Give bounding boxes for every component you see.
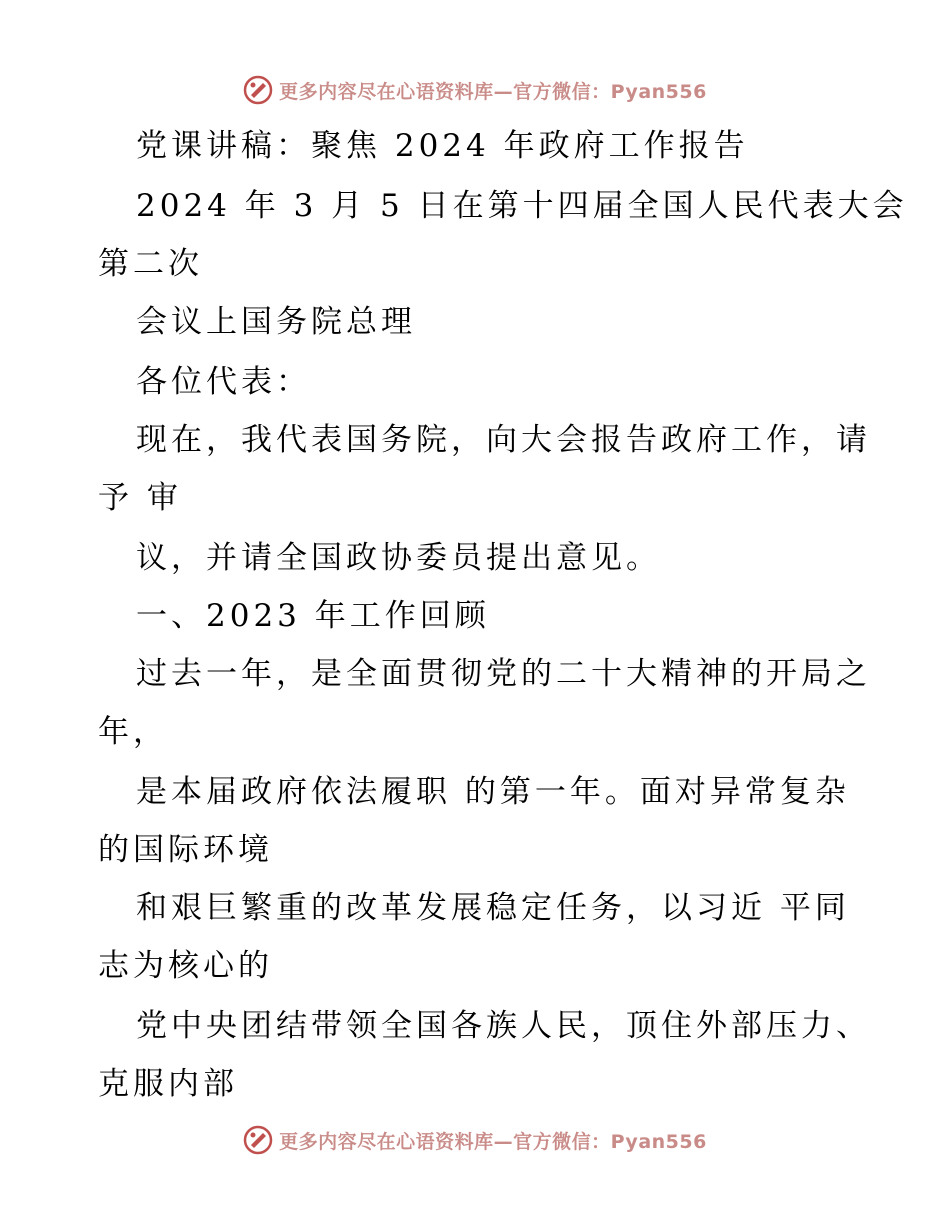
watermark-text: 更多内容尽在心语资料库—官方微信：Pyan556 — [279, 1130, 707, 1153]
document-title: 党课讲稿：聚焦 2024 年政府工作报告 — [136, 128, 749, 164]
text-line: 2024 年 3 月 5 日在第十四届全国人民代表大会 — [136, 188, 908, 224]
watermark-footer — [0, 1120, 950, 1160]
text-line: 议，并请全国政协委员提出意见。 — [136, 540, 661, 576]
text-line: 现在，我代表国务院，向大会报告政府工作，请 — [136, 422, 871, 458]
text-line: 会议上国务院总理 — [136, 304, 416, 340]
salutation: 各位代表： — [136, 364, 311, 400]
seal-logo-icon — [243, 1125, 273, 1155]
text-line: 第二次 — [98, 246, 203, 282]
watermark-header — [0, 70, 950, 110]
text-line: 和艰巨繁重的改革发展稳定任务，以习近 平同 — [136, 890, 850, 926]
text-line: 年， — [98, 714, 168, 750]
text-line: 克服内部 — [98, 1066, 238, 1102]
text-line: 的国际环境 — [98, 832, 273, 868]
text-line: 予 审 — [98, 480, 182, 516]
text-line: 志为核心的 — [98, 948, 273, 984]
text-line: 过去一年，是全面贯彻党的二十大精神的开局之 — [136, 656, 871, 692]
section-heading: 一、2023 年工作回顾 — [136, 598, 490, 634]
text-line: 是本届政府依法履职 的第一年。面对异常复杂 — [136, 774, 850, 810]
text-line: 党中央团结带领全国各族人民，顶住外部压力、 — [136, 1008, 871, 1044]
seal-logo-icon — [243, 75, 273, 105]
watermark-text: 更多内容尽在心语资料库—官方微信：Pyan556 — [279, 80, 707, 103]
